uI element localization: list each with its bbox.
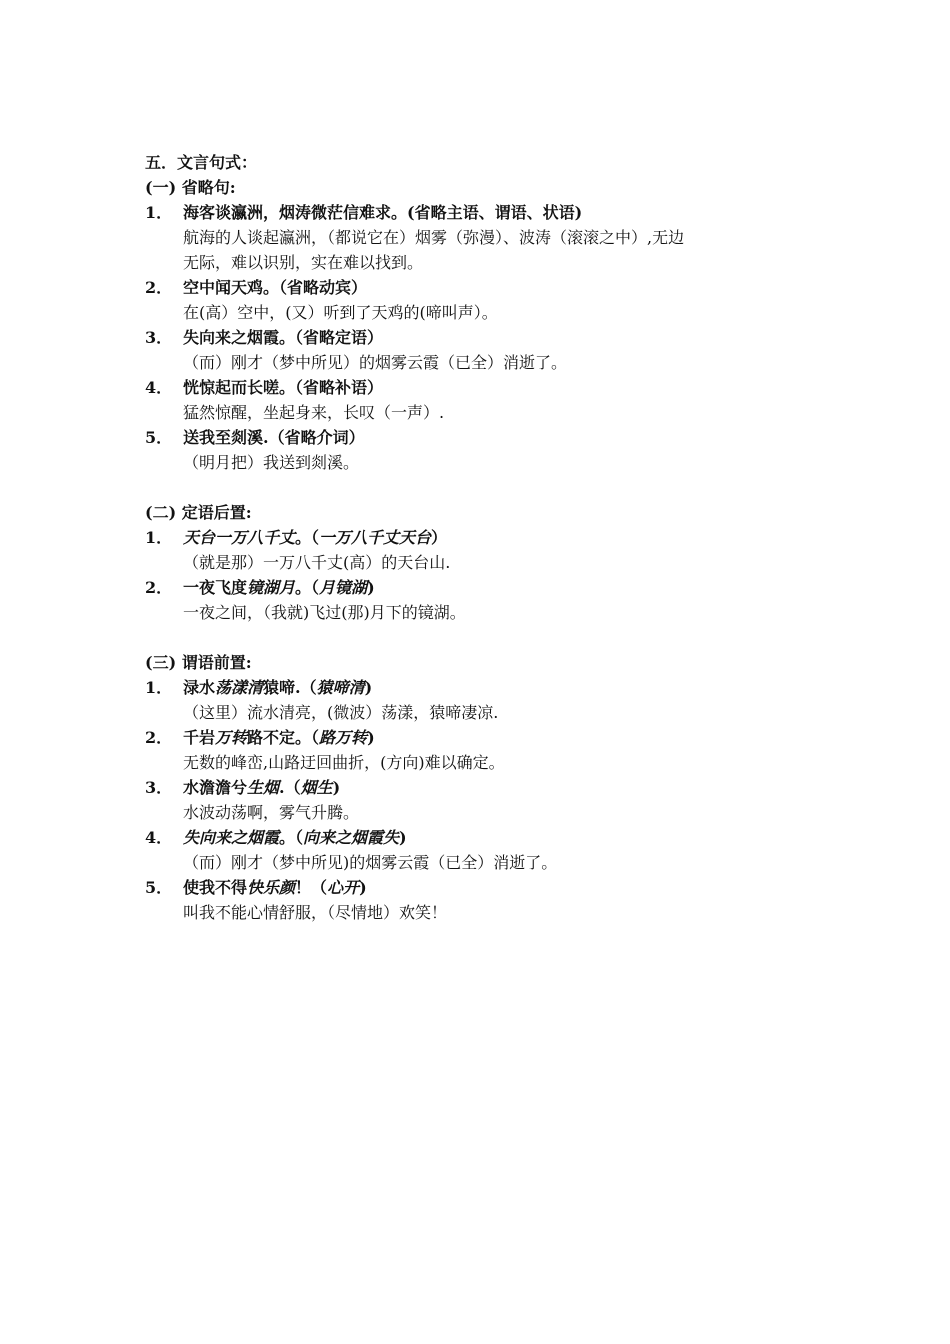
emphasized-text: 荡漾清	[215, 678, 264, 697]
emphasized-text: 镜湖月	[247, 578, 296, 597]
document-body	[145, 150, 825, 925]
translation-line: （而）刚才（梦中所见）的烟雾云霞（已全）消逝了。	[183, 353, 568, 372]
emphasized-text: 快乐颜	[247, 878, 296, 897]
sentence-fragment: 。（	[295, 578, 320, 597]
example-sentence	[145, 200, 825, 225]
sentence-fragment: 猿啼.（	[263, 678, 317, 697]
translation-line: 叫我不能心情舒服，（尽情地）欢笑！	[183, 903, 448, 922]
item-number: 3．	[145, 778, 173, 797]
sentence-fragment: )	[332, 778, 341, 797]
example-sentence	[145, 525, 825, 550]
sentence-fragment: 水澹澹兮	[183, 778, 248, 797]
emphasized-text: 万转	[215, 728, 248, 747]
translation-line: （明月把）我送到剡溪。	[183, 453, 360, 472]
translation-line: （就是那）一万八千丈(高）的天台山.	[183, 553, 451, 572]
sentence-fragment: 一夜飞度	[183, 578, 248, 597]
example-sentence	[145, 675, 825, 700]
emphasized-text: 心开	[327, 878, 360, 897]
sentence-fragment: )	[364, 678, 373, 697]
section-spacer	[145, 475, 825, 500]
example-sentence	[145, 725, 825, 750]
sentence-fragment: 使我不得	[183, 878, 248, 897]
emphasized-text: 失向来之烟霞	[183, 828, 280, 847]
sentence-fragment: 千岩	[183, 728, 216, 747]
sentence-text: 恍惊起而长嗟。（省略补语）	[183, 378, 384, 397]
example-sentence	[145, 325, 825, 350]
sentence-text	[183, 525, 447, 550]
example-sentence	[145, 825, 825, 850]
translation-line: 猛然惊醒，坐起身来，长叹（一声）.	[183, 403, 445, 422]
example-sentence	[145, 425, 825, 450]
sentence-text	[183, 875, 367, 900]
section-title: (二) 定语后置:	[145, 503, 252, 522]
item-number: 4．	[145, 828, 173, 847]
sections-container	[145, 175, 825, 925]
translation-line: （而）刚才（梦中所见)的烟雾云霞（已全）消逝了。	[183, 853, 558, 872]
example-sentence	[145, 775, 825, 800]
sentence-text: 空中闻天鸡。（省略动宾）	[183, 278, 368, 297]
item-number: 4．	[145, 378, 173, 397]
sentence-text	[183, 775, 340, 800]
sentence-text	[183, 575, 375, 600]
translation-line: 航海的人谈起瀛洲，（都说它在）烟雾（弥漫）、波涛（滚滚之中）,无边	[183, 228, 685, 247]
sentence-text	[183, 725, 375, 750]
item-number: 5．	[145, 428, 173, 447]
sentence-fragment: 渌水	[183, 678, 216, 697]
sentence-fragment: )	[367, 578, 375, 597]
translation-line: 在(高）空中，(又）听到了天鸡的(啼叫声）。	[183, 303, 498, 322]
item-number: 3．	[145, 328, 173, 347]
sentence-fragment: ！（	[295, 878, 328, 897]
item-number: 1．	[145, 528, 173, 547]
sentence-fragment: 。（	[279, 828, 304, 847]
example-sentence	[145, 875, 825, 900]
item-number: 1．	[145, 678, 173, 697]
translation-line: （这里）流水清亮，(微波）荡漾，猿啼凄凉.	[183, 703, 499, 722]
example-sentence	[145, 275, 825, 300]
item-number: 1．	[145, 203, 173, 222]
translation-line: 水波动荡啊，雾气升腾。	[183, 803, 360, 822]
emphasized-text: 烟生	[300, 778, 333, 797]
example-sentence	[145, 375, 825, 400]
emphasized-text: 一万八千丈天台	[319, 528, 432, 547]
sentence-fragment: 路不定。（	[247, 728, 320, 747]
sentence-fragment: )	[359, 878, 367, 897]
section-title: (三) 谓语前置:	[145, 653, 252, 672]
translation-line: 无际，难以识别，实在难以找到。	[183, 253, 424, 272]
sentence-text: 送我至剡溪.（省略介词）	[183, 428, 365, 447]
sentence-text: 失向来之烟霞。（省略定语）	[183, 328, 384, 347]
item-number: 2．	[145, 728, 173, 747]
translation-line: 一夜之间，（我就)飞过(那)月下的镜湖。	[183, 603, 466, 622]
sentence-text	[183, 675, 372, 700]
sentence-fragment: .（	[279, 778, 301, 797]
sentence-text	[183, 825, 407, 850]
sentence-text: 海客谈瀛洲，烟涛微茫信难求。(省略主语、谓语、状语)	[183, 203, 583, 222]
sentence-fragment: 。（	[295, 528, 320, 547]
sentence-fragment: ）	[431, 528, 448, 547]
emphasized-text: 猿啼清	[316, 678, 365, 697]
section-title: (一) 省略句:	[145, 178, 236, 197]
item-number: 2．	[145, 278, 173, 297]
document-heading: 五．文言句式：	[145, 153, 258, 172]
section-spacer	[145, 625, 825, 650]
sentence-fragment: )	[399, 828, 407, 847]
emphasized-text: 生烟	[247, 778, 280, 797]
emphasized-text: 向来之烟霞失	[303, 828, 400, 847]
item-number: 2．	[145, 578, 173, 597]
item-number: 5．	[145, 878, 173, 897]
emphasized-text: 路万转	[319, 728, 368, 747]
emphasized-text: 天台一万八千丈	[183, 528, 296, 547]
emphasized-text: 月镜湖	[319, 578, 368, 597]
sentence-fragment: )	[367, 728, 375, 747]
example-sentence	[145, 575, 825, 600]
translation-line: 无数的峰峦,山路迂回曲折，(方向)难以确定。	[183, 753, 505, 772]
